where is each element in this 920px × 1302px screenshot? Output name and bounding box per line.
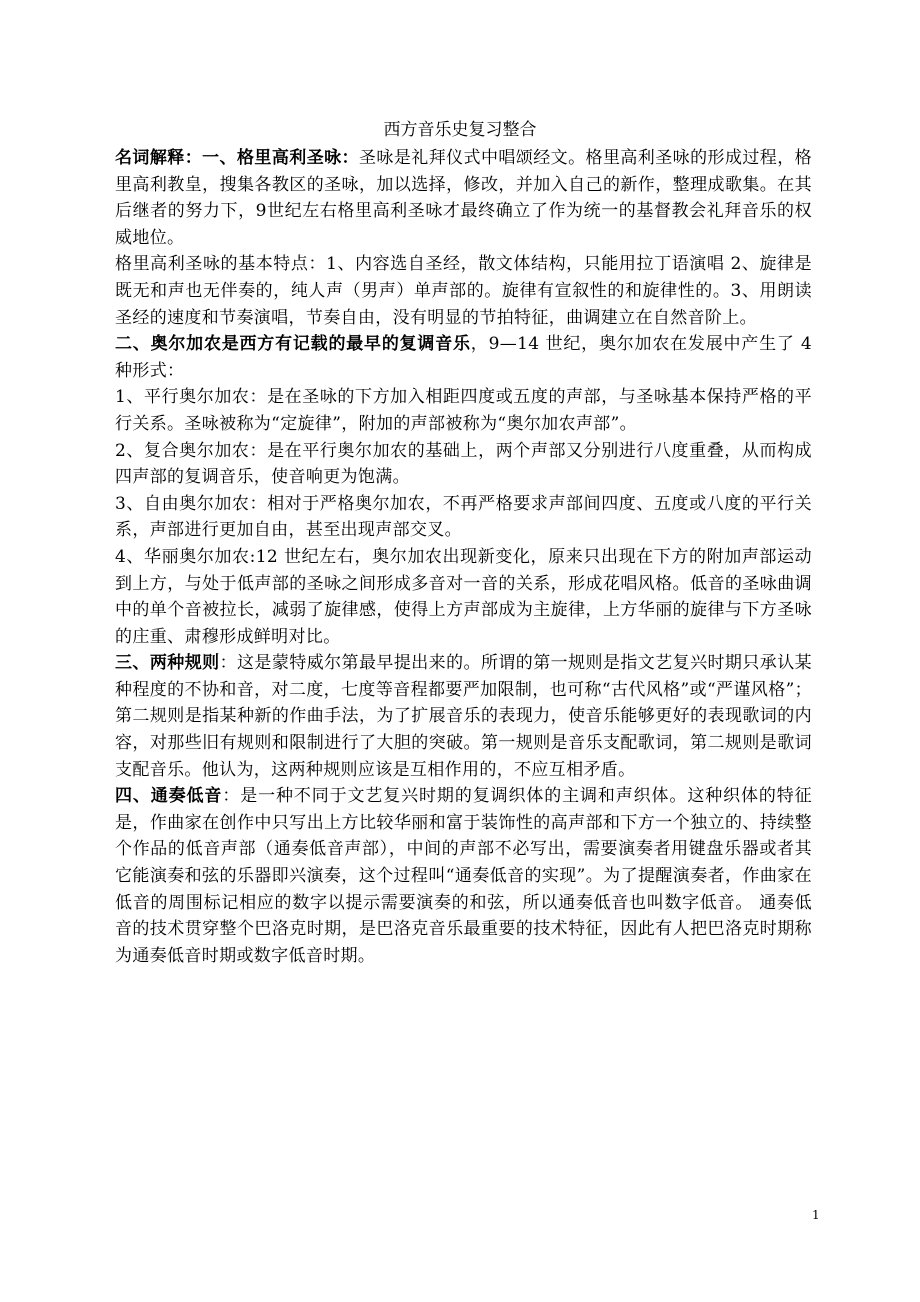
- paragraph-two-practices: [115, 650, 812, 783]
- page-number: 1: [812, 1208, 820, 1222]
- paragraph-gregorian-chant: [115, 145, 812, 251]
- paragraph-text: 2、复合奥尔加农：是在平行奥尔加农的基础上，两个声部又分别进行八度重叠，从而构成四声部的复调音乐，使音响更为饱满。: [115, 440, 812, 488]
- page-title: 西方音乐史复习整合: [383, 120, 537, 140]
- paragraph-text: 4、华丽奥尔加农:12 世纪左右，奥尔加农出现新变化，原来只出现在下方的附加声部运动到上方，与处于低声部的圣咏之间形成多音对一音的关系，形成花唱风格。低音的圣咏曲调中的单个音被拉长，减弱了旋律感，使得上方声部成为主旋律，上方华丽的旋律与下方圣咏的庄重、肃穆形成鲜明对比。: [115, 546, 812, 647]
- paragraph-heading: 三、两种规则: [115, 653, 220, 674]
- paragraph-parallel-organum: [115, 384, 812, 437]
- paragraph-composite-organum: [115, 438, 812, 491]
- paragraph-heading: 名词解释：一、格里高利圣咏：: [115, 148, 359, 168]
- paragraph-heading: 四、通奏低音: [115, 786, 223, 807]
- paragraph-organum: [115, 331, 812, 384]
- paragraph-florid-organum: [115, 544, 812, 650]
- paragraph-text: 1、平行奥尔加农：是在圣咏的下方加入相距四度或五度的声部，与圣咏基本保持严格的平行关系。圣咏被称为“定旋律”，附加的声部被称为“奥尔加农声部”。: [115, 387, 812, 434]
- paragraph-text: 圣咏是礼拜仪式中唱颂经文。格里高利圣咏的形成过程，格里高利教皇，搜集各教区的圣咏，加以选择，修改，并加入自己的新作，整理成歌集。在其后继者的努力下，9世纪左右格里高利圣咏才最终确立了作为统一的基督教会礼拜音乐的权威地位。: [115, 148, 812, 248]
- document-body: [115, 145, 812, 969]
- paragraph-text: 格里高利圣咏的基本特点：1、内容选自圣经，散文体结构，只能用拉丁语演唱 2、旋律是既无和声也无伴奏的，纯人声（男声）单声部的。旋律有宣叙性的和旋律性的。3、用朗读圣经的速度和节奏演唱，节奏自由，没有明显的节拍特征，曲调建立在自然音阶上。: [115, 254, 812, 328]
- paragraph-gregorian-features: [115, 251, 812, 331]
- paragraph-basso-continuo: [115, 783, 812, 969]
- paragraph-free-organum: [115, 491, 812, 544]
- paragraph-text: 3、自由奥尔加农：相对于严格奥尔加农，不再严格要求声部间四度、五度或八度的平行关系，声部进行更加自由，甚至出现声部交叉。: [115, 493, 812, 541]
- paragraph-text: ：这是蒙特威尔第最早提出来的。所谓的第一规则是指文艺复兴时期只承认某种程度的不协和音，对二度，七度等音程都要严加限制，也可称“古代风格”或“严谨风格”；第二规则是指某种新的作曲手法，为了扩展音乐的表现力，使音乐能够更好的表现歌词的内容，对那些旧有规则和限制进行了大胆的突破。第一规则是音乐支配歌词，第二规则是歌词支配音乐。他认为，这两种规则应该是互相作用的，不应互相矛盾。: [115, 653, 812, 780]
- paragraph-heading: 二、奥尔加农是西方有记载的最早的复调音乐: [115, 334, 471, 355]
- paragraph-text: ，9—14 世纪，奥尔加农在发展中产生了 4 种形式：: [115, 334, 813, 381]
- paragraph-text: ：是一种不同于文艺复兴时期的复调织体的主调和声织体。这种织体的特征是，作曲家在创作中只写出上方比较华丽和富于装饰性的高声部和下方一个独立的、持续整个作品的低音声部（通奏低音声部），中间的声部不必写出，需要演奏者用键盘乐器或者其它能演奏和弦的乐器即兴演奏，这个过程叫“通奏低音的实现”。为了提醒演奏者，作曲家在低音的周围标记相应的数字以提示需要演奏的和弦，所以通奏低音也叫数字低音。 通奏低音的技术贯穿整个巴洛克时期，是巴洛克音乐最重要的技术特征，因此有人把巴洛克时期称为通奏低音时期或数字低音时期。: [115, 786, 812, 966]
